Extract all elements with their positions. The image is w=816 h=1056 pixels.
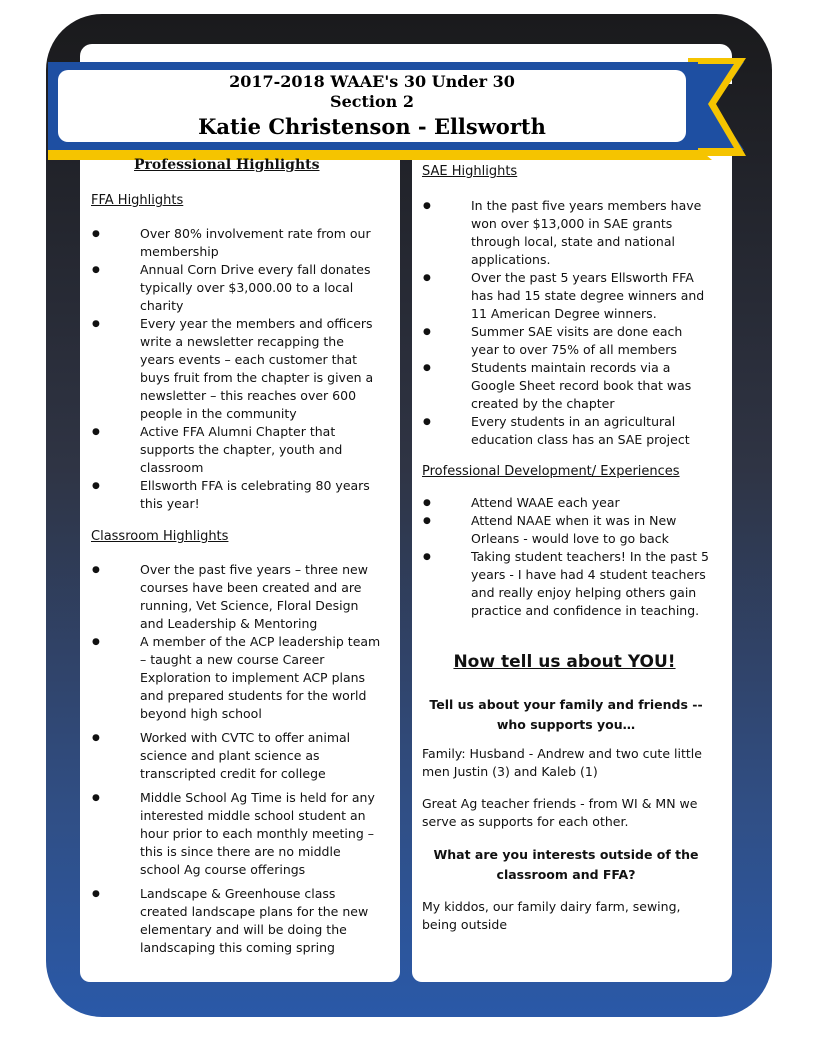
banner-text xyxy=(62,72,682,142)
question-family: Tell us about your family and friends -- who supports you… xyxy=(429,697,703,732)
list-item: ● Active FFA Alumni Chapter that supports the chapter, youth and classroom xyxy=(92,423,382,477)
ffa-highlights-list xyxy=(92,225,382,513)
list-item: ● Attend WAAE each year xyxy=(423,494,713,512)
banner-name: Katie Christenson - Ellsworth xyxy=(198,114,546,139)
classroom-highlights-heading: Classroom Highlights xyxy=(91,529,229,544)
classroom-highlights-list xyxy=(92,561,382,957)
list-item: ● Over the past five years – three new courses have been created and are running, Vet Science, Floral Design and Leadership & Mentoring xyxy=(92,561,382,633)
list-item: ● Landscape & Greenhouse class created landscape plans for the new elementary and will be doing the landscaping this coming spring xyxy=(92,885,382,957)
list-item: ● Worked with CVTC to offer animal science and plant science as transcripted credit for college xyxy=(92,729,382,783)
list-item: ● Attend NAAE when it was in New Orleans - would love to go back xyxy=(423,512,713,548)
list-item: ● Summer SAE visits are done each year to over 75% of all members xyxy=(423,323,713,359)
list-item: ● Ellsworth FFA is celebrating 80 years this year! xyxy=(92,477,382,513)
now-tell-us-heading: Now tell us about YOU! xyxy=(453,652,676,672)
list-item: ● A member of the ACP leadership team – taught a new course Career Exploration to implement ACP plans and prepared students for the world beyond high school xyxy=(92,633,382,723)
answer-family: Family: Husband - Andrew and two cute little men Justin (3) and Kaleb (1) xyxy=(422,746,702,779)
professional-development-list xyxy=(423,494,713,620)
professional-highlights-heading: Professional Highlights xyxy=(134,157,320,173)
list-item: ● Over 80% involvement rate from our membership xyxy=(92,225,382,261)
answer-interests: My kiddos, our family dairy farm, sewing, being outside xyxy=(422,899,681,932)
banner-line-2: Section 2 xyxy=(330,92,414,111)
list-item: ● Annual Corn Drive every fall donates typically over $3,000.00 to a local charity xyxy=(92,261,382,315)
ffa-highlights-heading: FFA Highlights xyxy=(91,193,184,208)
list-item: ● Students maintain records via a Google Sheet record book that was created by the chapter xyxy=(423,359,713,413)
list-item: ● Middle School Ag Time is held for any interested middle school student an hour prior to each monthly meeting – this is since there are no middle school Ag course offerings xyxy=(92,789,382,879)
answer-friends: Great Ag teacher friends - from WI & MN we serve as supports for each other. xyxy=(422,796,698,829)
list-item: ● In the past five years members have won over $13,000 in SAE grants through local, state and national applications. xyxy=(423,197,713,269)
list-item: ● Over the past 5 years Ellsworth FFA has had 15 state degree winners and 11 American Degree winners. xyxy=(423,269,713,323)
professional-development-heading: Professional Development/ Experiences xyxy=(422,464,680,479)
banner-line-1: 2017-2018 WAAE's 30 Under 30 xyxy=(229,72,515,91)
sae-highlights-heading: SAE Highlights xyxy=(422,164,518,179)
question-interests: What are you interests outside of the classroom and FFA? xyxy=(433,847,699,882)
list-item: ● Every year the members and officers write a newsletter recapping the years events – each customer that buys fruit from the chapter is given a newsletter – this reaches over 600 people in the community xyxy=(92,315,382,423)
list-item: ● Taking student teachers! In the past 5 years - I have had 4 student teachers and really enjoy helping others gain practice and confidence in teaching. xyxy=(423,548,713,620)
list-item: ● Every students in an agricultural education class has an SAE project xyxy=(423,413,713,449)
sae-highlights-list xyxy=(423,197,713,449)
